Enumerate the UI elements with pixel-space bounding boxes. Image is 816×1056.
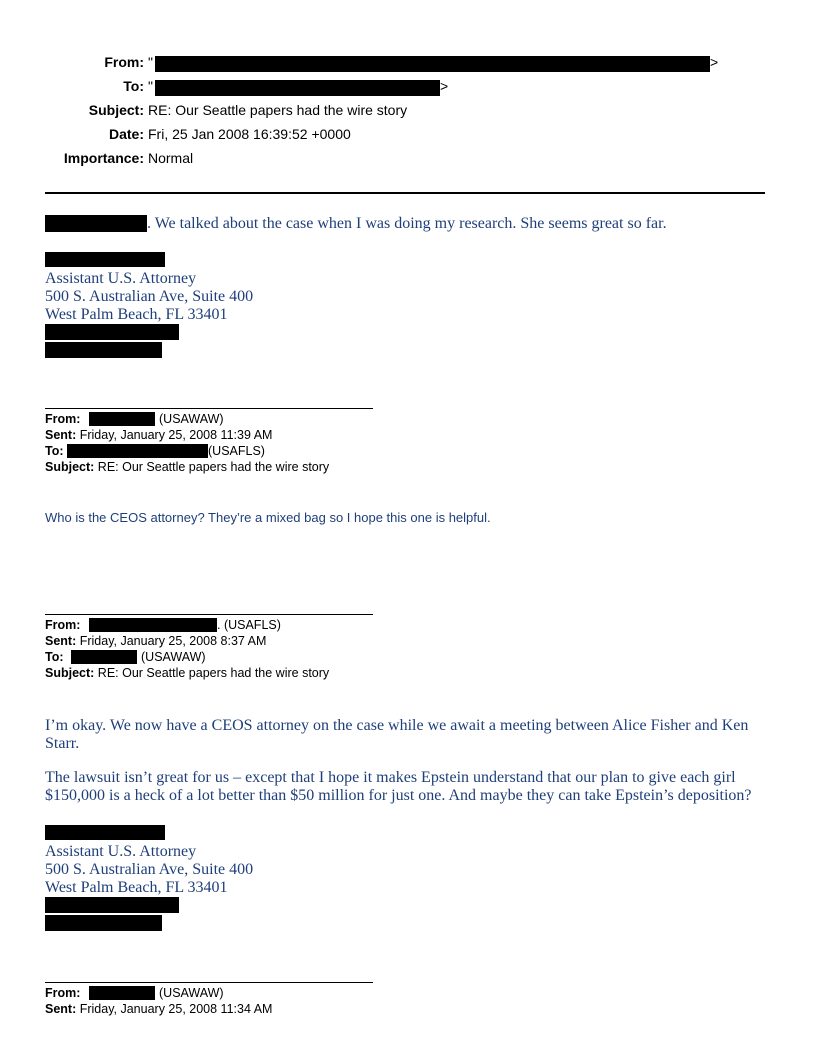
msg3-para2-line1: The lawsuit isn’t great for us – except that I hope it makes Epstein understand that our plan to give each girl [45,769,736,786]
msg2-to-suffix: (USAFLS) [208,444,265,458]
redaction-box [89,618,217,632]
redaction-box [71,650,137,664]
signature-title: Assistant U.S. Attorney [45,270,197,287]
msg3-para1-line2: Starr. [45,735,80,752]
msg2-body: Who is the CEOS attorney? They’re a mixed bag so I hope this one is helpful. [45,510,491,525]
msg2-from-suffix: (USAWAW) [159,412,224,426]
msg3-to-row [45,649,64,665]
subject-label: Subject: [88,102,144,118]
msg2-sent-label: Sent: [45,428,77,442]
date-label: Date: [108,126,144,142]
msg3-from-suffix: . (USAFLS) [217,618,281,632]
signature-address-1: 500 S. Australian Ave, Suite 400 [45,861,254,878]
subject-value: RE: Our Seattle papers had the wire story [148,102,408,118]
redaction-box [45,342,162,358]
msg4-sent-label: Sent: [45,1002,77,1016]
from-close-bracket: > [710,54,719,70]
msg2-to-label: To: [45,444,64,458]
msg3-sent-row [45,633,266,649]
redaction-box [45,252,165,267]
msg2-from-label: From: [45,412,81,426]
redaction-box [45,897,179,913]
date-value: Fri, 25 Jan 2008 16:39:52 +0000 [148,126,351,142]
redaction-box [67,444,208,458]
redaction-box [45,215,147,232]
msg3-subject-row [45,665,329,681]
redaction-box [89,412,155,426]
msg4-sent-row [45,1001,272,1017]
msg3-to-label: To: [45,650,64,664]
msg4-from-label: From: [45,986,81,1000]
signature-title: Assistant U.S. Attorney [45,843,197,860]
msg3-sent-label: Sent: [45,634,77,648]
msg2-from-row [45,411,80,427]
msg2-subject-row [45,459,329,475]
redaction-box [89,986,155,1000]
redaction-box [155,80,440,96]
msg3-sent-value: Friday, January 25, 2008 8:37 AM [79,634,267,648]
msg4-from-suffix: (USAWAW) [159,986,224,1000]
signature-address-2: West Palm Beach, FL 33401 [45,879,228,896]
msg2-sent-row [45,427,272,443]
msg2-subject-value: RE: Our Seattle papers had the wire story [97,460,330,474]
msg4-from-row [45,985,80,1001]
msg2-subject-label: Subject: [45,460,95,474]
importance-value: Normal [148,150,194,166]
message-divider [45,614,373,615]
msg2-to-row [45,443,64,459]
signature-address-1: 500 S. Australian Ave, Suite 400 [45,288,254,305]
msg3-from-row [45,617,80,633]
header-divider [45,192,765,194]
msg3-para1-line1: I’m okay. We now have a CEOS attorney on the case while we await a meeting between Alice Fisher and Ken [45,717,749,734]
signature-address-2: West Palm Beach, FL 33401 [45,306,228,323]
from-label: From: [104,54,144,70]
body-line: . We talked about the case when I was doing my research. She seems great so far. [147,215,667,232]
message-divider [45,408,373,409]
redaction-box [45,915,162,931]
msg3-para2-line2: $150,000 is a heck of a lot better than $50 million for just one. And maybe they can take Epstein’s deposition? [45,787,752,804]
msg3-subject-label: Subject: [45,666,95,680]
redaction-box [45,825,165,840]
redaction-box [45,324,179,340]
from-open-quote: " [148,54,153,70]
message-divider [45,982,373,983]
msg3-from-label: From: [45,618,81,632]
msg3-to-suffix: (USAWAW) [141,650,206,664]
msg3-subject-value: RE: Our Seattle papers had the wire story [97,666,330,680]
redaction-box [155,56,710,72]
msg2-sent-value: Friday, January 25, 2008 11:39 AM [79,428,273,442]
to-close-bracket: > [440,78,449,94]
importance-label: Importance: [63,150,144,166]
msg4-sent-value: Friday, January 25, 2008 11:34 AM [79,1002,273,1016]
to-open-quote: " [148,78,153,94]
to-label: To: [123,78,144,94]
